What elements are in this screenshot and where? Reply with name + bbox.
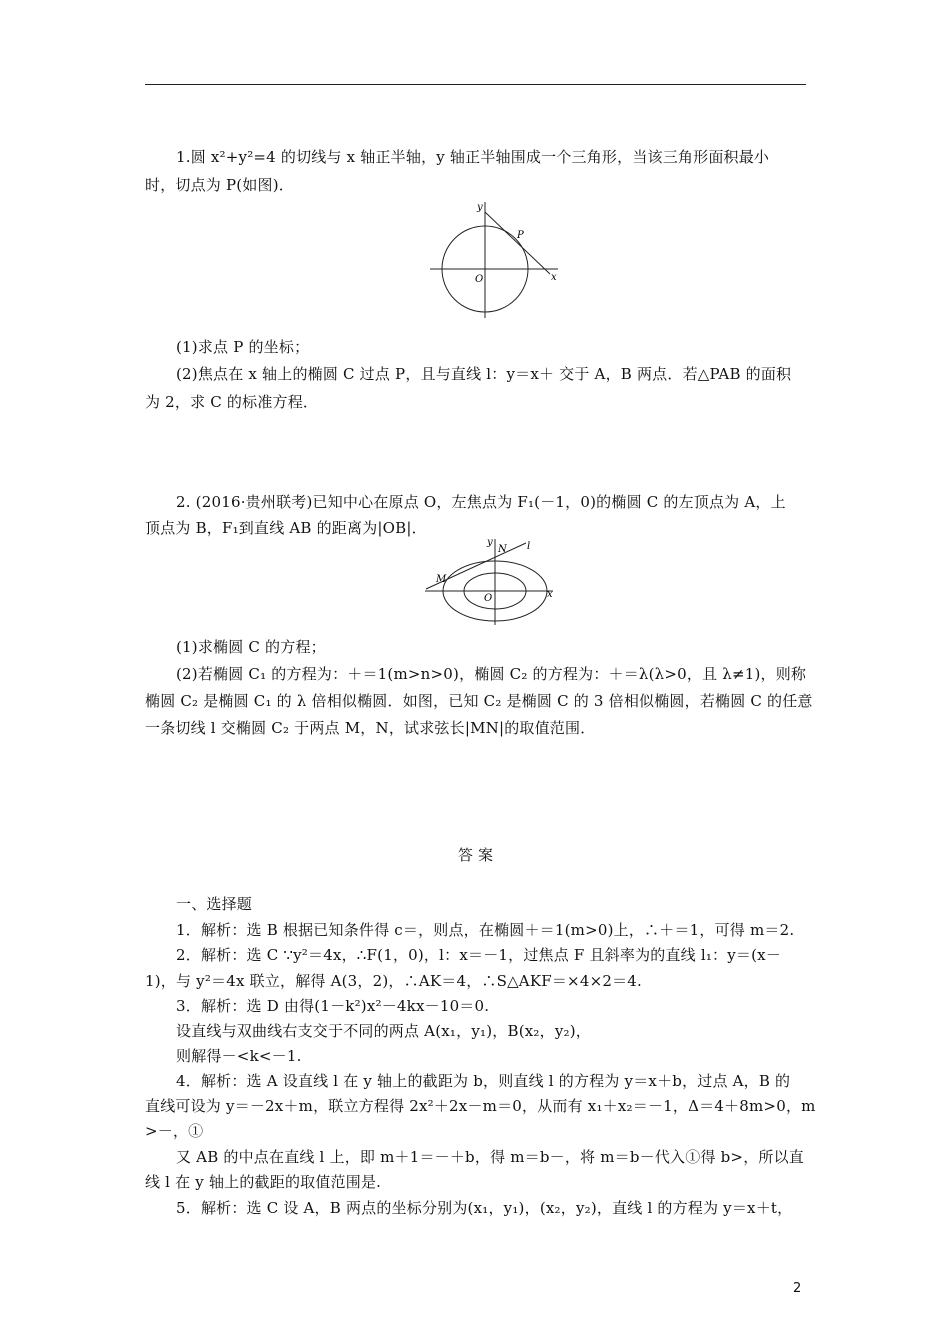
answer-line: 线 l 在 y 轴上的截距的取值范围是. — [145, 1173, 382, 1191]
problem-1-sub-3: 为 2，求 C 的标准方程． — [145, 393, 319, 411]
circle-tangent-figure — [425, 198, 565, 320]
problem-1-line-2: 时，切点为 P(如图)． — [145, 176, 294, 194]
problem-1-sub-1: (1)求点 P 的坐标； — [176, 338, 310, 356]
answer-line: 设直线与双曲线右支交于不同的两点 A(x₁，y₁)，B(x₂，y₂)， — [176, 1022, 591, 1040]
answer-line: 1．解析：选 B 根据已知条件得 c＝，则点，在椭圆＋＝1(m>0)上，∴＋＝1，可得 m＝2. — [176, 921, 795, 939]
label-M: M — [436, 574, 447, 585]
answer-line: 4．解析：选 A 设直线 l 在 y 轴上的截距为 b，则直线 l 的方程为 y＝x＋b，过点 A，B 的 — [176, 1072, 791, 1090]
label-P: P — [517, 230, 524, 241]
problem-1-sub-2: (2)焦点在 x 轴上的椭圆 C 过点 P，且与直线 l：y＝x＋ 交于 A，B 两点．若△PAB 的面积 — [176, 365, 792, 383]
problem-2-sub-1: (1)求椭圆 C 的方程； — [176, 638, 326, 656]
answer-line: 1)，与 y²＝4x 联立，解得 A(3，2)，∴AK＝4，∴S△AKF＝×4×2＝4. — [145, 972, 642, 990]
answer-line: 3．解析：选 D 由得(1－k²)x²－4kx－10＝0. — [176, 997, 490, 1015]
label-O: O — [484, 593, 493, 604]
answer-line: 则解得－<k<－1. — [176, 1047, 302, 1065]
problem-2-sub-4: 一条切线 l 交椭圆 C₂ 于两点 M，N，试求弦长|MN|的取值范围． — [145, 719, 596, 737]
label-O: O — [475, 274, 484, 285]
problem-2-sub-3: 椭圆 C₂ 是椭圆 C₁ 的 λ 倍相似椭圆．如图，已知 C₂ 是椭圆 C 的 3 倍相似椭圆，若椭圆 C 的任意 — [145, 692, 813, 710]
page-number: 2 — [793, 1281, 802, 1296]
answer-section: 一、选择题 — [176, 895, 253, 913]
label-x: x — [551, 272, 557, 283]
answer-line: 又 AB 的中点在直线 l 上，即 m＋1＝－＋b，得 m＝b－，将 m＝b－代入①得 b>，所以直 — [176, 1148, 804, 1166]
header-rule — [145, 84, 806, 85]
label-l: l — [527, 541, 531, 552]
similar-ellipse-figure — [420, 535, 560, 627]
label-N: N — [498, 544, 507, 555]
label-y: y — [487, 537, 493, 548]
problem-2-line-2: 顶点为 B，F₁到直线 AB 的距离为|OB|． — [145, 519, 427, 537]
problem-2-line-1: 2. (2016·贵州联考)已知中心在原点 O，左焦点为 F₁(－1，0)的椭圆 C 的左顶点为 A，上 — [176, 493, 786, 511]
label-x: x — [547, 589, 553, 600]
label-y: y — [477, 202, 483, 213]
answer-line: 2．解析：选 C ∵y²＝4x，∴F(1，0)，l：x＝－1，过焦点 F 且斜率为的直线 l₁：y＝(x－ — [176, 946, 782, 964]
answer-line: >－，① — [145, 1122, 204, 1140]
answer-title: 答 案 — [457, 846, 494, 864]
problem-1-line-1: 1.圆 x²+y²=4 的切线与 x 轴正半轴，y 轴正半轴围成一个三角形，当该三角形面积最小 — [176, 148, 770, 166]
tangent-line — [485, 212, 550, 274]
answer-line: 5．解析：选 C 设 A，B 两点的坐标分别为(x₁，y₁)，(x₂，y₂)，直线 l 的方程为 y＝x＋t， — [176, 1199, 793, 1217]
answer-line: 直线可设为 y＝－2x＋m，联立方程得 2x²＋2x－m＝0，从而有 x₁＋x₂＝－1，Δ＝4＋8m>0，m — [145, 1097, 816, 1115]
problem-2-sub-2: (2)若椭圆 C₁ 的方程为：＋＝1(m>n>0)，椭圆 C₂ 的方程为：＋＝λ(λ>0，且 λ≠1)，则称 — [176, 665, 807, 683]
